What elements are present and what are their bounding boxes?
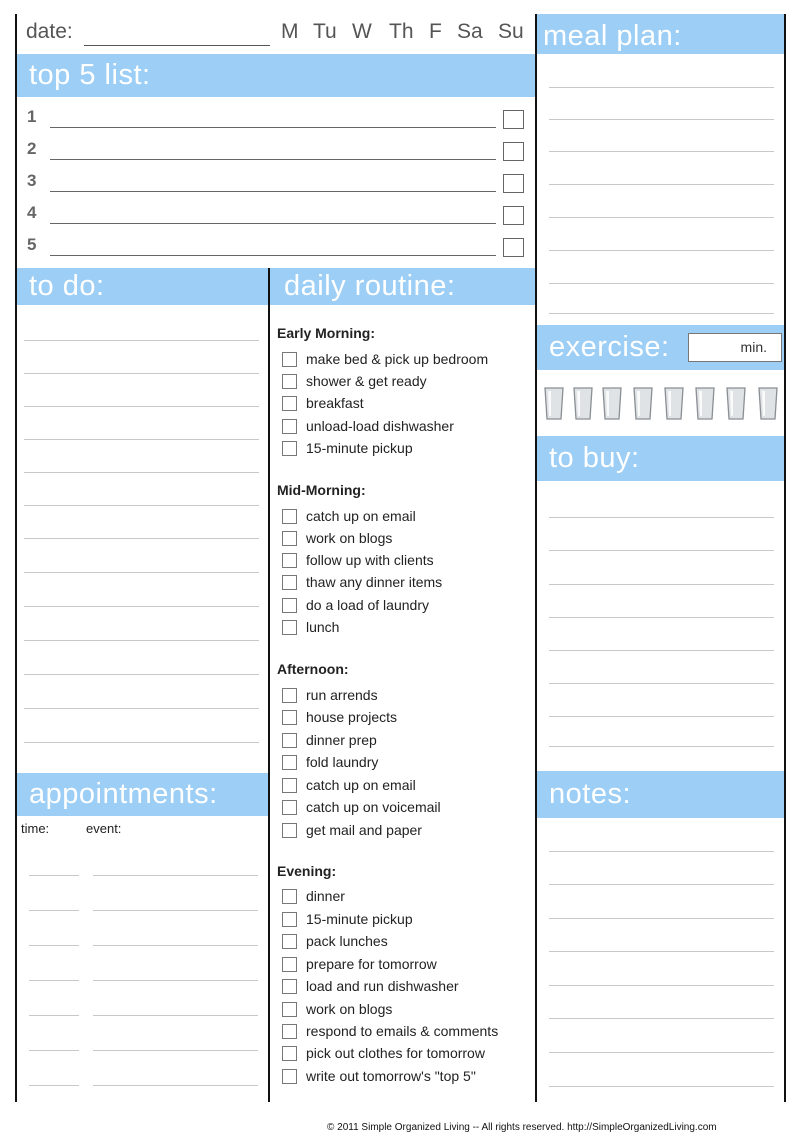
meal-plan-line[interactable] [549, 151, 774, 152]
checkbox[interactable] [282, 374, 297, 389]
checkbox[interactable] [282, 553, 297, 568]
checkbox[interactable] [282, 957, 297, 972]
routine-item[interactable] [282, 753, 378, 771]
routine-item[interactable] [282, 439, 413, 457]
checkbox[interactable] [282, 1002, 297, 1017]
routine-item[interactable] [282, 708, 397, 726]
routine-item-label: run arrends [306, 687, 378, 703]
routine-section-title: Mid-Morning: [277, 482, 366, 498]
exercise-header: exercise: [537, 325, 784, 370]
checkbox[interactable] [282, 912, 297, 927]
appt-time-line[interactable] [29, 945, 79, 946]
checkbox[interactable] [282, 688, 297, 703]
appointments-event-label: event: [86, 821, 122, 836]
to-buy-line[interactable] [549, 550, 774, 551]
checkbox[interactable] [282, 509, 297, 524]
routine-item-label: fold laundry [306, 754, 379, 770]
checkbox[interactable] [282, 823, 297, 838]
top5-checkbox[interactable] [503, 110, 524, 129]
routine-item-label: breakfast [306, 395, 364, 411]
appt-event-line[interactable] [93, 945, 258, 946]
routine-item-label: work on blogs [306, 530, 393, 546]
routine-item-label: prepare for tomorrow [306, 956, 437, 972]
routine-item-label: work on blogs [306, 1001, 393, 1017]
routine-item-label: 15-minute pickup [306, 911, 413, 927]
top5-number: 3 [27, 171, 37, 190]
routine-item[interactable] [282, 394, 364, 412]
appt-event-line[interactable] [93, 910, 258, 911]
routine-item[interactable] [282, 618, 339, 636]
routine-item-label: unload-load dishwasher [306, 418, 454, 434]
routine-item-label: 15-minute pickup [306, 440, 413, 456]
meal-plan-line[interactable] [549, 217, 774, 218]
appt-event-line[interactable] [93, 1050, 258, 1051]
routine-item-label: pack lunches [306, 933, 388, 949]
water-glass-icon[interactable] [573, 387, 593, 421]
routine-item[interactable] [282, 372, 427, 390]
to-buy-line[interactable] [549, 683, 774, 684]
water-glass-icon[interactable] [633, 387, 653, 421]
todo-line[interactable] [24, 505, 259, 506]
routine-section-title: Evening: [277, 863, 337, 879]
appt-time-line[interactable] [29, 980, 79, 981]
appointments-header: appointments: [17, 773, 268, 816]
checkbox[interactable] [282, 352, 297, 367]
checkbox[interactable] [282, 1046, 297, 1061]
routine-item-label: thaw any dinner items [306, 574, 443, 590]
checkbox[interactable] [282, 441, 297, 456]
day-tuesday[interactable]: Tu [313, 20, 337, 43]
meal-plan-line[interactable] [549, 283, 774, 284]
routine-item-label: follow up with clients [306, 552, 434, 568]
checkbox[interactable] [282, 575, 297, 590]
to-buy-line[interactable] [549, 650, 774, 651]
top5-checkbox[interactable] [503, 174, 524, 193]
water-glass-icon[interactable] [695, 387, 715, 421]
copyright-footer: © 2011 Simple Organized Living -- All rights reserved. http://SimpleOrganizedLiving.com [327, 1122, 717, 1133]
notes-line[interactable] [549, 985, 774, 986]
routine-item-label: respond to emails & comments [306, 1023, 499, 1039]
routine-item[interactable] [282, 551, 434, 569]
notes-line[interactable] [549, 851, 774, 852]
top5-line[interactable] [50, 223, 496, 224]
notes-line[interactable] [549, 951, 774, 952]
routine-item-label: do a load of laundry [306, 597, 429, 613]
top5-number: 5 [27, 235, 37, 254]
meal-plan-line[interactable] [549, 87, 774, 88]
top5-checkbox[interactable] [503, 206, 524, 225]
top5-line[interactable] [50, 159, 496, 160]
notes-header: notes: [537, 771, 784, 818]
todo-line[interactable] [24, 742, 259, 743]
routine-item-label: dinner [306, 888, 345, 904]
checkbox[interactable] [282, 733, 297, 748]
checkbox[interactable] [282, 620, 297, 635]
todo-line[interactable] [24, 538, 259, 539]
top5-line[interactable] [50, 191, 496, 192]
checkbox[interactable] [282, 598, 297, 613]
day-saturday[interactable]: Sa [457, 20, 483, 43]
date-label: date: [26, 20, 73, 43]
meal-plan-line[interactable] [549, 313, 774, 314]
routine-item[interactable] [282, 1000, 392, 1018]
top5-number: 2 [27, 139, 37, 158]
meal-plan-line[interactable] [549, 250, 774, 251]
appt-event-line[interactable] [93, 875, 258, 876]
routine-item-label: shower & get ready [306, 373, 427, 389]
routine-item[interactable] [282, 1067, 476, 1085]
routine-section-title: Afternoon: [277, 661, 349, 677]
appt-time-line[interactable] [29, 1015, 79, 1016]
checkbox[interactable] [282, 934, 297, 949]
center-right-divider [535, 14, 537, 1102]
routine-item-label: pick out clothes for tomorrow [306, 1045, 485, 1061]
routine-item[interactable] [282, 529, 392, 547]
routine-item[interactable] [282, 910, 413, 928]
routine-item[interactable] [282, 507, 416, 525]
top5-header: top 5 list: [17, 54, 535, 97]
routine-item[interactable] [282, 798, 441, 816]
checkbox[interactable] [282, 800, 297, 815]
to-buy-line[interactable] [549, 584, 774, 585]
routine-item-label: house projects [306, 709, 398, 725]
checkbox[interactable] [282, 1024, 297, 1039]
appt-time-line[interactable] [29, 910, 79, 911]
to-buy-line[interactable] [549, 746, 774, 747]
checkbox[interactable] [282, 979, 297, 994]
checkbox[interactable] [282, 710, 297, 725]
todo-line[interactable] [24, 674, 259, 675]
date-field[interactable] [84, 45, 270, 46]
todo-line[interactable] [24, 572, 259, 573]
routine-item[interactable] [282, 1022, 498, 1040]
routine-item[interactable] [282, 1044, 485, 1062]
routine-header: daily routine: [270, 268, 535, 305]
day-thursday[interactable]: Th [389, 20, 414, 43]
to-buy-line[interactable] [549, 617, 774, 618]
routine-item[interactable] [282, 350, 488, 368]
to-buy-line[interactable] [549, 716, 774, 717]
top5-checkbox[interactable] [503, 142, 524, 161]
routine-section-title: Early Morning: [277, 325, 376, 341]
todo-routine-divider [268, 268, 270, 1102]
todo-line[interactable] [24, 708, 259, 709]
routine-item[interactable] [282, 573, 442, 591]
water-glass-icon[interactable] [544, 387, 564, 421]
todo-header: to do: [17, 268, 268, 305]
top5-line[interactable] [50, 255, 496, 256]
routine-item[interactable] [282, 932, 388, 950]
notes-line[interactable] [549, 1052, 774, 1053]
routine-item[interactable] [282, 596, 429, 614]
notes-line[interactable] [549, 884, 774, 885]
top5-checkbox[interactable] [503, 238, 524, 257]
meal-plan-line[interactable] [549, 119, 774, 120]
water-glass-icon[interactable] [758, 387, 778, 421]
routine-item-label: get mail and paper [306, 822, 422, 838]
day-friday[interactable]: F [429, 20, 442, 43]
day-monday[interactable]: M [281, 20, 299, 43]
routine-item-label: catch up on email [306, 777, 416, 793]
day-sunday[interactable]: Su [498, 20, 524, 43]
notes-line[interactable] [549, 918, 774, 919]
to-buy-line[interactable] [549, 517, 774, 518]
meal-plan-line[interactable] [549, 184, 774, 185]
routine-item[interactable] [282, 776, 416, 794]
left-border [15, 14, 17, 1102]
exercise-minutes-field[interactable]: min. [688, 333, 782, 362]
appt-time-line[interactable] [29, 875, 79, 876]
routine-item[interactable] [282, 686, 378, 704]
checkbox[interactable] [282, 419, 297, 434]
appt-event-line[interactable] [93, 1085, 258, 1086]
notes-line[interactable] [549, 1086, 774, 1087]
routine-item[interactable] [282, 417, 454, 435]
todo-line[interactable] [24, 340, 259, 341]
routine-item[interactable] [282, 955, 437, 973]
checkbox[interactable] [282, 396, 297, 411]
checkbox[interactable] [282, 889, 297, 904]
checkbox[interactable] [282, 1069, 297, 1084]
notes-line[interactable] [549, 1018, 774, 1019]
routine-item[interactable] [282, 977, 459, 995]
routine-item-label: make bed & pick up bedroom [306, 351, 489, 367]
meal-plan-header: meal plan: [537, 14, 784, 54]
right-border [784, 14, 786, 1102]
routine-item-label: load and run dishwasher [306, 978, 459, 994]
top5-line[interactable] [50, 127, 496, 128]
routine-item-label: dinner prep [306, 732, 377, 748]
todo-line[interactable] [24, 606, 259, 607]
checkbox[interactable] [282, 531, 297, 546]
todo-line[interactable] [24, 472, 259, 473]
water-glass-icon[interactable] [602, 387, 622, 421]
appt-event-line[interactable] [93, 980, 258, 981]
checkbox[interactable] [282, 755, 297, 770]
water-glass-icon[interactable] [664, 387, 684, 421]
top5-number: 1 [27, 107, 37, 126]
routine-item[interactable] [282, 887, 345, 905]
routine-item-label: catch up on voicemail [306, 799, 441, 815]
appt-time-line[interactable] [29, 1085, 79, 1086]
routine-item[interactable] [282, 731, 377, 749]
appt-event-line[interactable] [93, 1015, 258, 1016]
to-buy-header: to buy: [537, 436, 784, 481]
todo-line[interactable] [24, 439, 259, 440]
routine-item-label: write out tomorrow's "top 5" [306, 1068, 476, 1084]
checkbox[interactable] [282, 778, 297, 793]
top5-number: 4 [27, 203, 37, 222]
routine-item[interactable] [282, 821, 422, 839]
routine-item-label: catch up on email [306, 508, 416, 524]
todo-line[interactable] [24, 640, 259, 641]
appt-time-line[interactable] [29, 1050, 79, 1051]
todo-line[interactable] [24, 406, 259, 407]
todo-line[interactable] [24, 373, 259, 374]
day-wednesday[interactable]: W [352, 20, 372, 43]
routine-item-label: lunch [306, 619, 340, 635]
appointments-time-label: time: [21, 821, 50, 836]
water-glass-icon[interactable] [726, 387, 746, 421]
